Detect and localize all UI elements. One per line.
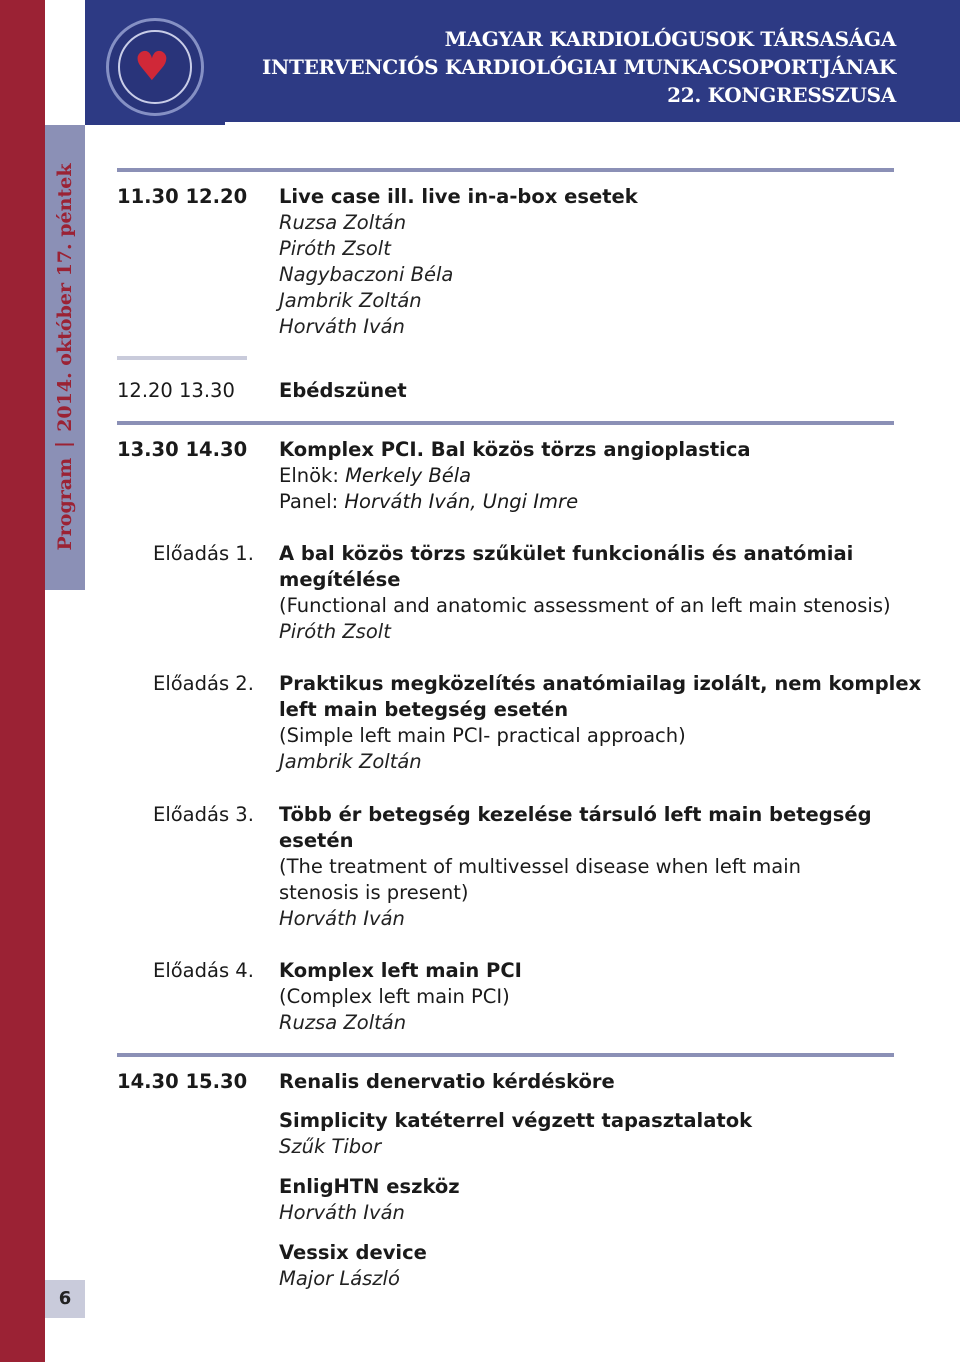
divider	[117, 1053, 894, 1057]
divider-short	[117, 356, 247, 360]
divider	[117, 421, 894, 425]
side-date: 2014. október 17. péntek	[54, 163, 76, 432]
talk-title-en: (The treatment of multivessel disease when left main	[279, 855, 802, 878]
talk-title: Több ér betegség kezelése társuló left main betegség	[279, 803, 872, 826]
talk-title: esetén	[279, 829, 354, 852]
panel-label: Panel:	[279, 490, 345, 513]
session-title: Renalis denervatio kérdésköre	[279, 1070, 615, 1093]
talk-title: Komplex left main PCI	[279, 959, 522, 982]
talk-title-en: stenosis is present)	[279, 881, 469, 904]
divider	[117, 168, 894, 172]
header-line-3: 22. KONGRESSZUSA	[667, 83, 896, 107]
speaker: Piróth Zsolt	[279, 237, 391, 260]
side-label	[54, 164, 76, 551]
talk-label: Előadás 3.	[153, 803, 254, 826]
talk-title: A bal közös törzs szűkület funkcionális és anatómiai	[279, 542, 854, 565]
talk-title: megítélése	[279, 568, 401, 591]
session-title: Live case ill. live in-a-box esetek	[279, 185, 638, 208]
time-slot: 11.30 12.20	[117, 185, 248, 208]
talk-title-en: (Complex left main PCI)	[279, 985, 510, 1008]
header-line-1: MAGYAR KARDIOLÓGUSOK TÁRSASÁGA	[444, 27, 896, 51]
talk-title: Praktikus megközelítés anatómiailag izolált, nem komplex	[279, 672, 922, 695]
speaker: Jambrik Zoltán	[279, 289, 422, 312]
talk-title-en: (Functional and anatomic assessment of an left main stenosis)	[279, 594, 891, 617]
chair-line	[279, 463, 471, 489]
item-title: EnligHTN eszköz	[279, 1175, 460, 1198]
speaker: Horváth Iván	[279, 315, 405, 338]
speaker: Jambrik Zoltán	[279, 750, 422, 773]
item-title: Simplicity katéterrel végzett tapasztalatok	[279, 1109, 753, 1132]
time-slot: 12.20 13.30	[117, 379, 235, 402]
chair-label: Elnök:	[279, 464, 346, 487]
speaker: Piróth Zsolt	[279, 620, 391, 643]
session-title: Komplex PCI. Bal közös törzs angioplastica	[279, 438, 751, 461]
speaker: Major László	[279, 1267, 400, 1290]
item-title: Vessix device	[279, 1241, 427, 1264]
talk-label: Előadás 4.	[153, 959, 254, 982]
talk-title-en: (Simple left main PCI- practical approach)	[279, 724, 686, 747]
side-program: Program	[54, 457, 76, 551]
page-number: 6	[45, 1280, 85, 1318]
header-line-2: INTERVENCIÓS KARDIOLÓGIAI MUNKACSOPORTJÁNAK	[261, 55, 896, 79]
speaker: Horváth Iván	[279, 1201, 405, 1224]
panel-line	[279, 489, 578, 515]
chair-name: Merkely Béla	[345, 464, 472, 487]
speaker: Nagybaczoni Béla	[279, 263, 454, 286]
talk-title: left main betegség esetén	[279, 698, 569, 721]
speaker: Szűk Tibor	[279, 1135, 382, 1158]
speaker: Ruzsa Zoltán	[279, 1011, 407, 1034]
talk-label: Előadás 2.	[153, 672, 254, 695]
talk-label: Előadás 1.	[153, 542, 254, 565]
header-tab	[85, 122, 225, 125]
panel-names: Horváth Iván, Ungi Imre	[344, 490, 579, 513]
left-color-bar	[0, 0, 45, 1362]
time-slot: 14.30 15.30	[117, 1070, 248, 1093]
society-logo	[106, 18, 204, 116]
session-title: Ebédszünet	[279, 379, 407, 402]
time-slot: 13.30 14.30	[117, 438, 248, 461]
heart-icon: ♥	[134, 44, 170, 90]
speaker: Ruzsa Zoltán	[279, 211, 407, 234]
speaker: Horváth Iván	[279, 907, 405, 930]
